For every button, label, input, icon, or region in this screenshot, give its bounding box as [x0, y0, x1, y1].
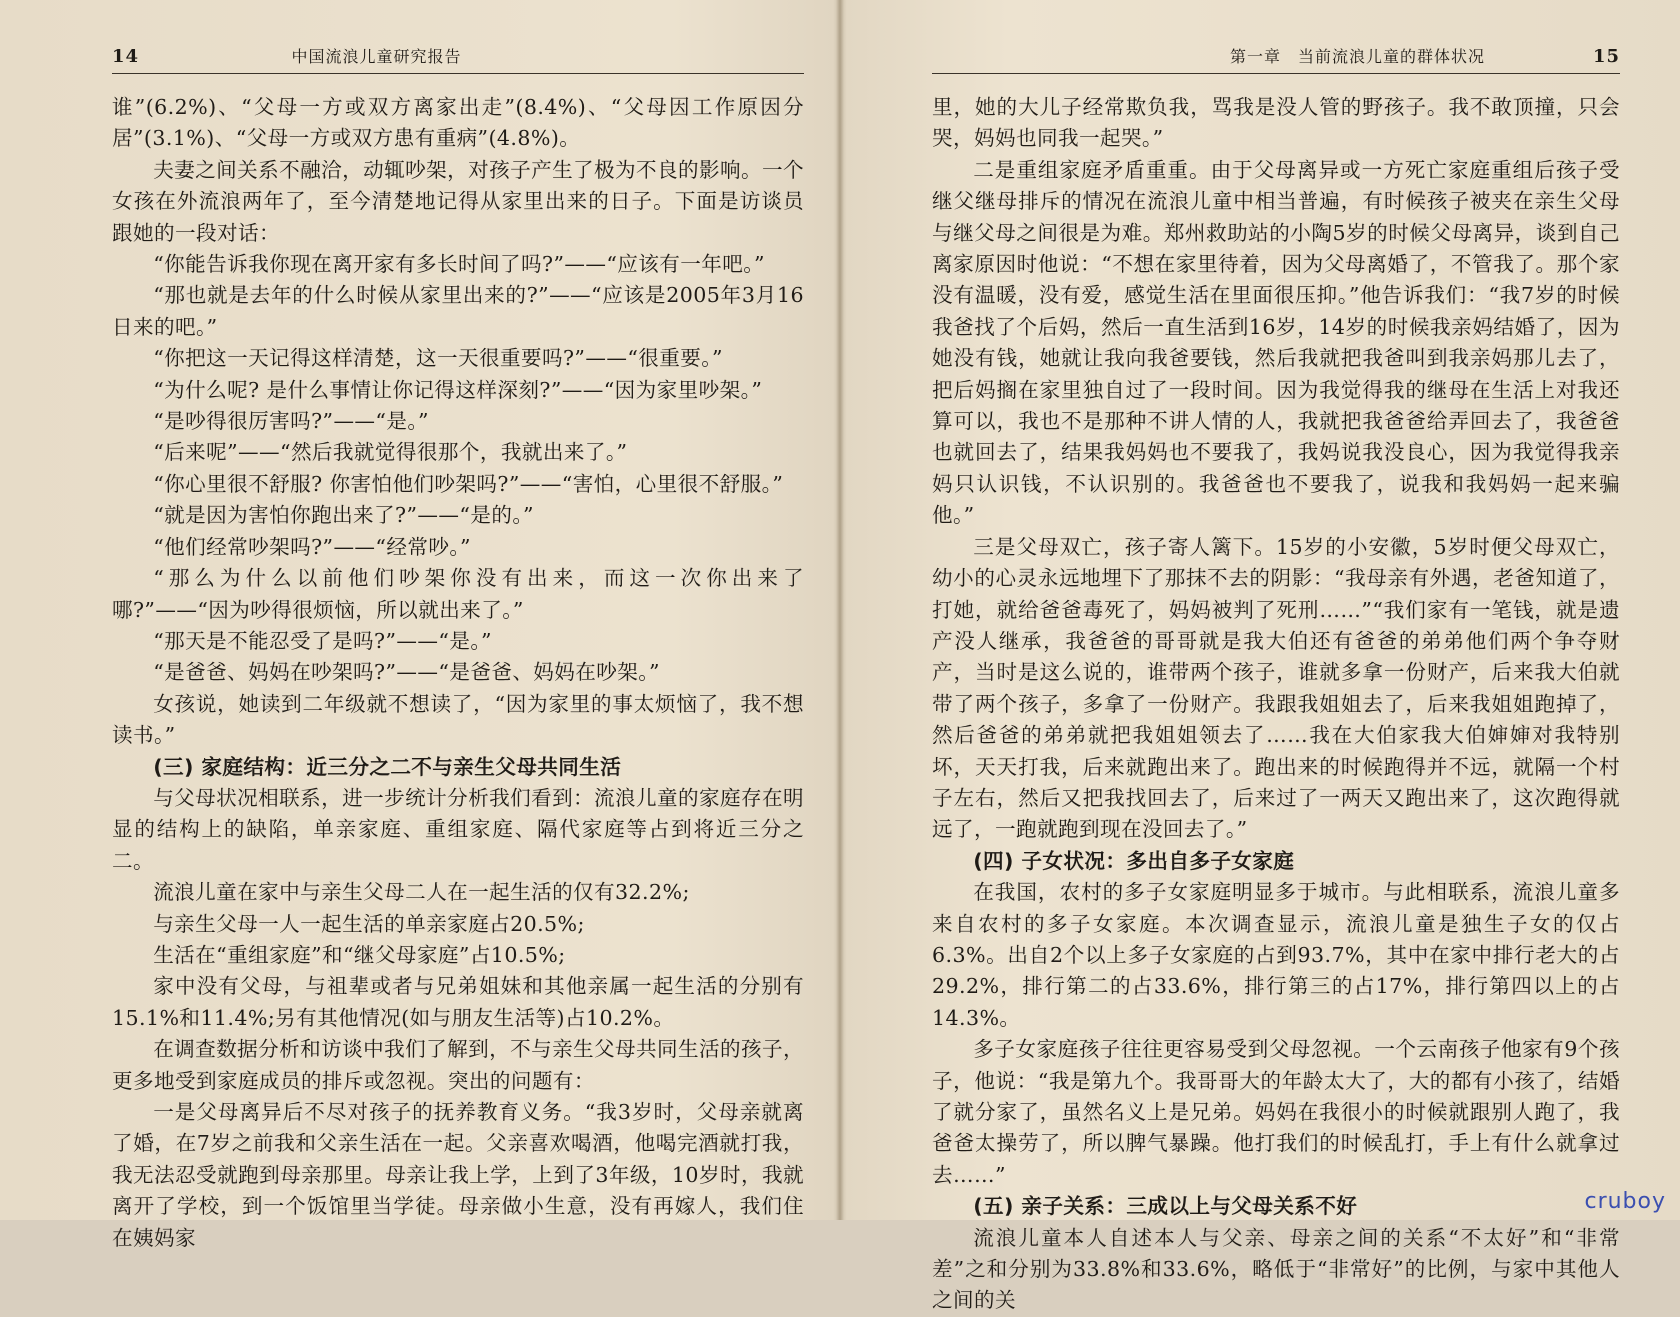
paragraph: 多子女家庭孩子往往更容易受到父母忽视。一个云南孩子他家有9个孩子，他说：“我是第九个。我哥哥大的年龄太大了，大的都有小孩了，结婚了就分家了，虽然名义上是兄弟。妈妈在我很小的时候就跟别人跑了，我爸爸太操劳了，所以脾气暴躁。他打我们的时候乱打，手上有什么就拿过去……”	[932, 1037, 1620, 1187]
watermark-text: cruboy	[1584, 1189, 1666, 1214]
paragraph: “你能告诉我你现在离开家有多长时间了吗?”——“应该有一年吧。”	[153, 252, 765, 277]
section-heading: (五) 亲子关系：三成以上与父母关系不好	[973, 1194, 1358, 1219]
right-page	[840, 0, 1680, 1313]
left-running-title: 中国流浪儿童研究报告	[291, 47, 462, 66]
section-heading: (四) 子女状况：多出自多子女家庭	[973, 848, 1295, 873]
paragraph: 在我国，农村的多子女家庭明显多于城市。与此相联系，流浪儿童多来自农村的多子女家庭。本次调查显示，流浪儿童是独生子女的仅占6.3%。出自2个以上多子女家庭的占到93.7%，其中在家中排行老大的占29.2%，排行第二的占33.6%，排行第三的占17%，排行第四以上的占14.3%。	[932, 880, 1620, 1030]
paragraph: 生活在“重组家庭”和“继父母家庭”占10.5%;	[153, 942, 566, 967]
paragraph: 女孩说，她读到二年级就不想读了，“因为家里的事太烦恼了，我不想读书。”	[112, 691, 804, 748]
right-running-head	[932, 44, 1620, 74]
paragraph: 与父母状况相联系，进一步统计分析我们看到：流浪儿童的家庭存在明显的结构上的缺陷，单亲家庭、重组家庭、隔代家庭等占到将近三分之二。	[112, 785, 804, 873]
paragraph: “那天是不能忍受了是吗?”——“是。”	[153, 628, 492, 653]
right-body-text	[932, 92, 1620, 1317]
left-body-text	[112, 92, 804, 1254]
paragraph: “他们经常吵架吗?”——“经常吵。”	[153, 534, 471, 559]
paragraph: “你心里很不舒服? 你害怕他们吵架吗?”——“害怕，心里很不舒服。”	[153, 471, 784, 496]
paragraph: 流浪儿童本人自述本人与父亲、母亲之间的关系“不太好”和“非常差”之和分别为33.8%和33.6%，略低于“非常好”的比例，与家中其他人之间的关	[932, 1225, 1620, 1313]
left-running-head	[112, 44, 804, 74]
left-page-number: 14	[112, 46, 140, 67]
paragraph: 一是父母离异后不尽对孩子的抚养教育义务。“我3岁时，父母亲就离了婚，在7岁之前我和父亲生活在一起。父亲喜欢喝酒，他喝完酒就打我，我无法忍受就跑到母亲那里。母亲让我上学，上到了3年级，10岁时，我就离开了学校，到一个饭馆里当学徒。母亲做小生意，没有再嫁人，我们住在姨妈家	[112, 1100, 804, 1250]
paragraph: “那么为什么以前他们吵架你没有出来，而这一次你出来了哪?”——“因为吵得很烦恼，所以就出来了。”	[112, 566, 804, 622]
paragraph: “后来呢”——“然后我就觉得很那个，我就出来了。”	[153, 440, 628, 465]
paragraph: 家中没有父母，与祖辈或者与兄弟姐妹和其他亲属一起生活的分别有15.1%和11.4%;另有其他情况(如与朋友生活等)占10.2%。	[112, 974, 804, 1030]
paragraph: 里，她的大儿子经常欺负我，骂我是没人管的野孩子。我不敢顶撞，只会哭，妈妈也同我一起哭。”	[932, 95, 1620, 151]
paragraph: “是爸爸、妈妈在吵架吗?”——“是爸爸、妈妈在吵架。”	[153, 660, 660, 685]
paragraph: 谁”(6.2%)、“父母一方或双方离家出走”(8.4%)、“父母因工作原因分居”(3.1%)、“父母一方或双方患有重病”(4.8%)。	[112, 95, 804, 151]
paragraph: “就是因为害怕你跑出来了?”——“是的。”	[153, 503, 534, 528]
paragraph: “你把这一天记得这样清楚，这一天很重要吗?”——“很重要。”	[153, 346, 723, 371]
paragraph: 与亲生父母一人一起生活的单亲家庭占20.5%;	[153, 911, 585, 936]
paragraph: 流浪儿童在家中与亲生父母二人在一起生活的仅有32.2%;	[153, 880, 690, 905]
left-page	[0, 0, 840, 1250]
section-heading: (三) 家庭结构：近三分之二不与亲生父母共同生活	[153, 754, 622, 779]
paragraph: 夫妻之间关系不融洽，动辄吵架，对孩子产生了极为不良的影响。一个女孩在外流浪两年了，至今清楚地记得从家里出来的日子。下面是访谈员跟她的一段对话：	[112, 157, 804, 245]
paragraph: 二是重组家庭矛盾重重。由于父母离异或一方死亡家庭重组后孩子受继父继母排斥的情况在流浪儿童中相当普遍，有时候孩子被夹在亲生父母与继父母之间很是为难。郑州救助站的小陶5岁的时候父母离异，谈到自己离家原因时他说：“不想在家里待着，因为父母离婚了，不管我了。那个家没有温暖，没有爱，感觉生活在里面很压抑。”他告诉我们：“我7岁的时候我爸找了个后妈，然后一直生活到16岁，14岁的时候我亲妈结婚了，因为她没有钱，她就让我向我爸要钱，然后我就把我爸叫到我亲妈那儿去了，把后妈搁在家里独自过了一段时间。因为我觉得我的继母在生活上对我还算可以，我也不是那种不讲人情的人，我就把我爸爸给弄回去了，我爸爸也就回去了，结果我妈妈也不要我了，我妈说我没良心，因为我觉得我亲妈只认识钱，不认识别的。我爸爸也不要我了，说我和我妈妈一起来骗他。”	[932, 157, 1620, 528]
right-page-number: 15	[1592, 46, 1620, 67]
paragraph: “那也就是去年的什么时候从家里出来的?”——“应该是2005年3月16日来的吧。”	[112, 283, 804, 339]
paragraph: “是吵得很厉害吗?”——“是。”	[153, 409, 429, 434]
right-running-title: 第一章 当前流浪儿童的群体状况	[1229, 47, 1485, 66]
paragraph: 在调查数据分析和访谈中我们了解到，不与亲生父母共同生活的孩子，更多地受到家庭成员的排斥或忽视。突出的问题有：	[112, 1037, 804, 1093]
paragraph: “为什么呢? 是什么事情让你记得这样深刻?”——“因为家里吵架。”	[153, 377, 763, 402]
paragraph: 三是父母双亡，孩子寄人篱下。15岁的小安徽，5岁时便父母双亡，幼小的心灵永远地埋下了那抹不去的阴影：“我母亲有外遇，老爸知道了，打她，就给爸爸毒死了，妈妈被判了死刑……”“我们家有一笔钱，就是遗产没人继承，我爸爸的哥哥就是我大伯还有爸爸的弟弟他们两个争夺财产，当时是这么说的，谁带两个孩子，谁就多拿一份财产，后来我大伯就带了两个孩子，多拿了一份财产。我跟我姐姐去了，后来我姐姐跑掉了，然后爸爸的弟弟就把我姐姐领去了……我在大伯家我大伯婶婶对我特别坏，天天打我，后来就跑出来了。跑出来的时候跑得并不远，就隔一个村子左右，然后又把我找回去了，后来过了一两天又跑出来了，这次跑得就远了，一跑就跑到现在没回去了。”	[932, 534, 1620, 842]
